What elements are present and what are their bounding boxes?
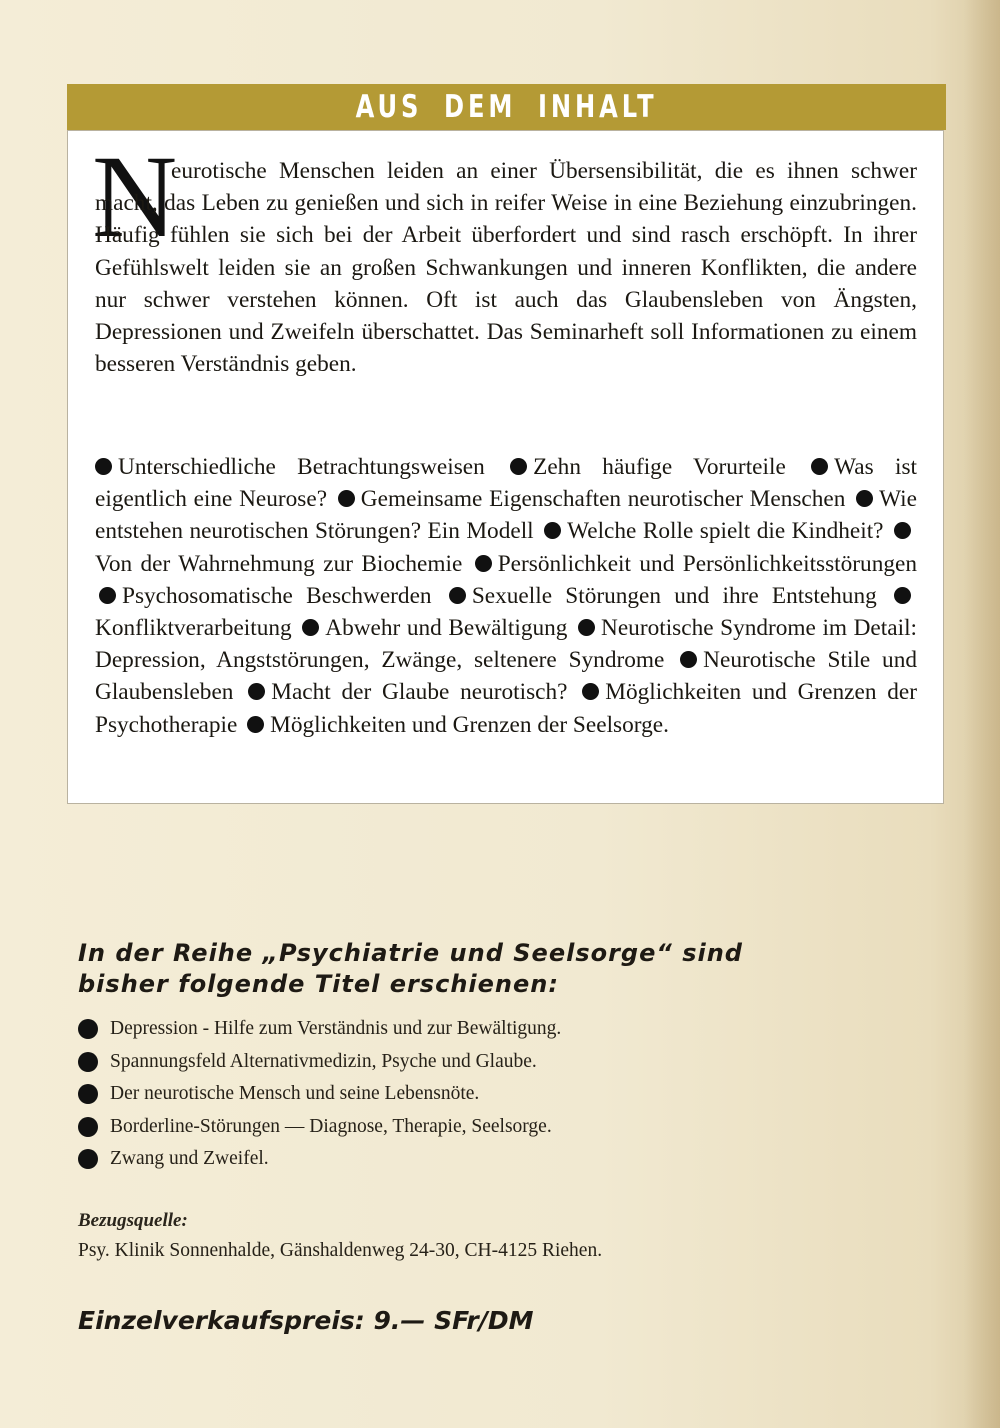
topic-item: Macht der Glaube neurotisch?	[271, 679, 568, 706]
series-title: Spannungsfeld Alternativmedizin, Psyche und Glaube.	[110, 1050, 537, 1072]
section-header-band	[67, 84, 946, 130]
bullet-icon	[510, 458, 527, 475]
topic-item: Was ist eigentlich eine Neurose?	[95, 454, 917, 513]
topic-item: Sexuelle Störungen und ihre Entstehung	[471, 582, 877, 609]
bullet-icon	[302, 619, 319, 636]
bullet-icon	[578, 619, 595, 636]
topic-item: Persönlichkeit und Persönlichkeitsstörungen	[497, 550, 917, 577]
bullet-icon	[247, 716, 264, 733]
bullet-icon	[582, 683, 599, 700]
topic-item: Zehn häufige Vorurteile	[533, 454, 786, 480]
bullet-icon	[78, 1149, 98, 1169]
series-heading: In der Reihe „Psychiatrie und Seelsorge“ sind bisher folgende Titel erschienen:	[78, 939, 743, 998]
source-address: Psy. Klinik Sonnenhalde, Gänshaldenweg 24-30, CH-4125 Riehen.	[78, 1240, 603, 1261]
series-title: Borderline-Störungen — Diagnose, Therapie, Seelsorge.	[110, 1115, 552, 1137]
source-label: Bezugsquelle:	[78, 1210, 188, 1231]
bullet-icon	[894, 587, 911, 604]
bullet-icon	[811, 458, 828, 475]
list-item	[78, 1013, 778, 1046]
series-title: Zwang und Zweifel.	[110, 1148, 269, 1170]
bullet-icon	[99, 587, 116, 604]
topic-item: Möglichkeiten und Grenzen der Seelsorge.	[270, 711, 669, 738]
topic-item: Von der Wahrnehmung zur Biochemie	[95, 550, 463, 577]
topics-list	[95, 451, 917, 741]
intro-paragraph: eurotische Menschen leiden an einer Übersensibilität, die es ihnen schwer macht, das Leben zu genießen und sich in reifer Weise in eine Beziehung einzubringen. Häufig fühlen sie sich bei der Arbeit überfordert und sind rasch erschöpft. In ihrer Gefühlswelt leiden sie an großen Schwankungen und inneren Konflikten, die andere nur schwer verstehen können. Oft ist auch das Glaubensleben von Ängsten, Depressionen und Zweifeln überschattet. Das Seminarheft soll Informationen zu einem besseren Verständnis geben.	[95, 158, 917, 378]
price-line: Einzelverkaufspreis: 9.— SFr/DM	[78, 1306, 534, 1335]
series-title: Depression - Hilfe zum Verständnis und zur Bewältigung.	[110, 1018, 562, 1040]
list-item	[78, 1078, 778, 1111]
bullet-icon	[78, 1019, 98, 1039]
bullet-icon	[680, 651, 697, 668]
bullet-icon	[78, 1052, 98, 1072]
topic-item: Abwehr und Bewältigung	[325, 615, 568, 642]
bullet-icon	[95, 458, 112, 475]
topic-item: Gemeinsame Eigenschaften neurotischer Menschen	[360, 486, 846, 513]
bullet-icon	[544, 522, 561, 539]
drop-cap: N	[92, 131, 178, 262]
bullet-icon	[856, 490, 873, 507]
topic-item: Neurotische Stile und Glaubensleben	[95, 647, 918, 706]
topic-item: Wie entstehen neurotischen Störungen? Ein Modell	[95, 486, 917, 545]
section-title: AUS DEM INHALT	[355, 89, 658, 125]
bullet-icon	[894, 522, 911, 539]
topic-item: Psychosomatische Beschwerden	[122, 582, 432, 609]
content-box	[67, 130, 944, 804]
topic-item: Unterschiedliche Betrachtungsweisen	[118, 454, 485, 480]
topic-item: Konfliktverarbeitung	[95, 615, 292, 642]
list-item	[78, 1143, 778, 1176]
series-title: Der neurotische Mensch und seine Lebensnöte.	[110, 1083, 480, 1105]
bullet-icon	[475, 555, 492, 572]
series-list	[78, 1013, 778, 1176]
bullet-icon	[338, 490, 355, 507]
topic-item: Möglichkeiten und Grenzen der Psychotherapie	[95, 679, 918, 738]
topic-item: Welche Rolle spielt die Kindheit?	[567, 518, 884, 545]
bullet-icon	[248, 683, 265, 700]
list-item	[78, 1046, 778, 1079]
bullet-icon	[449, 587, 466, 604]
topic-item: Neurotische Syndrome im Detail: Depression, Angststörungen, Zwänge, seltenere Syndrome	[95, 615, 918, 674]
bullet-icon	[78, 1117, 98, 1137]
page-spine-shadow	[964, 0, 1000, 1428]
bullet-icon	[78, 1084, 98, 1104]
list-item	[78, 1111, 778, 1144]
